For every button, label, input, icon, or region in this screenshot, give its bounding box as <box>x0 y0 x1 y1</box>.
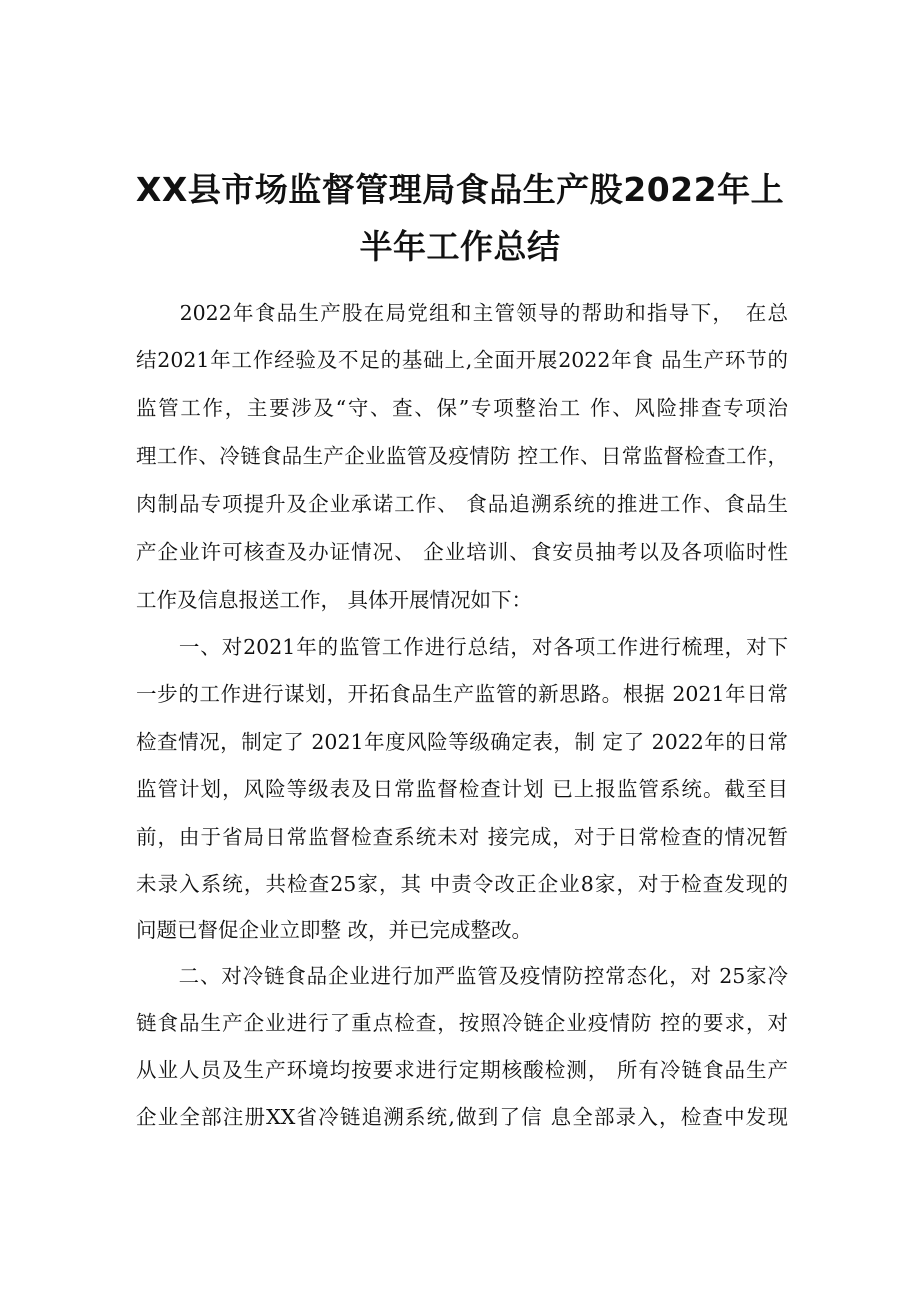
paragraph-1-line-7: 工作及信息报送工作， 具体开展情况如下： <box>136 588 533 612</box>
paragraph-2-line-2: 一步的工作进行谋划，开拓食品生产监管的新思路。根据 2021年日常 <box>136 682 788 706</box>
paragraph-2-line-4: 监管计划，风险等级表及日常监督检查计划 已上报监管系统。截至目 <box>136 777 788 801</box>
paragraph-1-line-5: 肉制品专项提升及企业承诺工作、 食品追溯系统的推进工作、食品生 <box>136 492 788 516</box>
paragraph-2-line-6: 未录入系统，共检查25家，其 中责令改正企业8家，对于检查发现的 <box>136 872 788 896</box>
paragraph-2-line-5: 前，由于省局日常监督检查系统未对 接完成，对于日常检查的情况暂 <box>136 825 788 849</box>
document-title-line-2: 半年工作总结 <box>359 227 561 266</box>
paragraph-1-line-1: 2022年食品生产股在局党组和主管领导的帮助和指导下， 在总 <box>136 301 788 325</box>
paragraph-2-line-3: 检查情况，制定了 2021年度风险等级确定表，制 定了 2022年的日常 <box>136 730 788 754</box>
paragraph-1-line-6: 产企业许可核查及办证情况、 企业培训、食安员抽考以及各项临时性 <box>136 540 788 564</box>
paragraph-3-line-2: 链食品生产企业进行了重点检查，按照冷链企业疫情防 控的要求，对 <box>136 1011 788 1035</box>
document-title-line-1: XX县市场监督管理局食品生产股2022年上 <box>135 170 785 209</box>
paragraph-3-line-1: 二、对冷链食品企业进行加严监管及疫情防控常态化，对 25家冷 <box>136 964 788 988</box>
paragraph-1-line-3: 监管工作，主要涉及“守、查、保”专项整治工 作、风险排查专项治 <box>136 396 788 420</box>
paragraph-1-line-2: 结2021年工作经验及不足的基础上,全面开展2022年食 品生产环节的 <box>136 348 788 372</box>
paragraph-1-line-4: 理工作、冷链食品生产企业监管及疫情防 控工作、日常监督检查工作， <box>136 444 788 468</box>
paragraph-3-line-4: 企业全部注册XX省冷链追溯系统,做到了信 息全部录入，检查中发现 <box>136 1105 788 1129</box>
paragraph-2-line-7: 问题已督促企业立即整 改，并已完成整改。 <box>136 918 533 942</box>
paragraph-3-line-3: 从业人员及生产环境均按要求进行定期核酸检测， 所有冷链食品生产 <box>136 1058 788 1082</box>
paragraph-2-line-1: 一、对2021年的监管工作进行总结，对各项工作进行梳理，对下 <box>136 635 788 659</box>
